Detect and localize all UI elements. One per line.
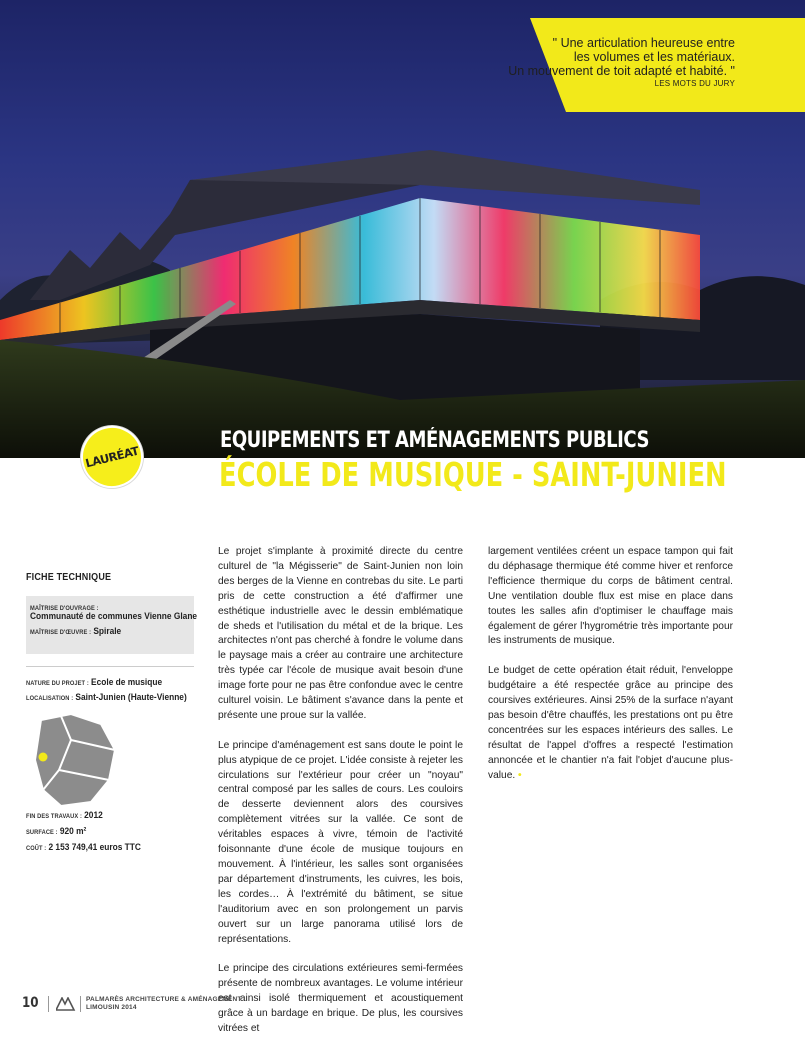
category-title: EQUIPEMENTS ET AMÉNAGEMENTS PUBLICS xyxy=(220,428,649,453)
paragraph: largement ventilées créent un espace tampon qui fait du déphasage thermique été comme hiver et renforce l'efficience thermique du corps de bâtiment central. Une ventilation double flux est mise en place dans toutes les salles afin d'optimiser le chauffage mais également de gérer l'hygrométrie très importante pour les instruments de musique. xyxy=(488,546,733,647)
laureat-label: LAURÉAT xyxy=(83,443,141,471)
palmares-logo-icon xyxy=(56,997,76,1011)
maitrise-box xyxy=(26,596,198,654)
footer-line-2: LIMOUSIN 2014 xyxy=(86,1004,137,1011)
fin-row xyxy=(26,810,103,821)
building-photo xyxy=(0,0,805,458)
body-column-2 xyxy=(488,545,733,798)
nature-label: NATURE DU PROJET : xyxy=(26,680,89,687)
footer-publication xyxy=(86,996,242,1012)
quote-source: LES MOTS DU JURY xyxy=(654,79,735,88)
body-column-1 xyxy=(218,545,463,1052)
maitrise-ouvrage-value: Communauté de communes Vienne Glane xyxy=(30,611,198,622)
nature-value: Ecole de musique xyxy=(91,677,163,688)
jury-quote xyxy=(495,36,735,89)
project-title: ÉCOLE DE MUSIQUE - SAINT-JUNIEN xyxy=(219,455,727,494)
cout-row xyxy=(26,842,141,853)
cout-label: COÛT : xyxy=(26,845,47,852)
maitrise-oeuvre-value: Spirale xyxy=(93,626,122,637)
quote-line: " Une articulation heureuse entre xyxy=(552,36,735,50)
surface-label: SURFACE : xyxy=(26,829,58,836)
footer-divider xyxy=(48,996,49,1012)
paragraph-text: Le budget de cette opération était réduit, l'enveloppe budgétaire a été respectée grâce au principe des coursives extérieures. Ainsi 25% de la surface n'ayant pas besoin d'être chauffés, les prestations ont pu être concentrées sur les espaces intérieurs des salles. Le résultat de l'appel d'offres a respecté l'estimation annoncée et le chantier n'a fait l'objet d'aucune plus-value. xyxy=(488,665,733,781)
location-marker-icon xyxy=(39,753,48,762)
page-footer xyxy=(22,994,422,1016)
limousin-map-icon xyxy=(31,710,121,810)
cout-value: 2 153 749,41 euros TTC xyxy=(48,842,141,853)
quote-line: les volumes et les matériaux. xyxy=(573,50,735,64)
paragraph-last xyxy=(488,664,733,783)
maitrise-ouvrage-label: MAÎTRISE D'OUVRAGE : xyxy=(30,605,99,612)
footer-line-1: PALMARÈS ARCHITECTURE & AMÉNAGEMENT xyxy=(86,996,242,1003)
maitrise-oeuvre-row xyxy=(30,626,121,637)
localisation-row xyxy=(26,692,187,703)
end-mark-icon: • xyxy=(518,769,522,781)
paragraph: Le principe d'aménagement est sans doute le point le plus atypique de ce projet. L'idée consiste à rejeter les circulations sur l'extérieur pour créer un "noyau" central composé par les salles de cours. Les couloirs de desserte deviennent alors des coursives complètement vitrées sur la vallée. Ce sont de véritables espaces à vivre, témoin de l'activité foisonnante d'une école de musique toujours en mouvement. À l'intérieur, les salles sont organisées par département d'instruments, les cuivres, les bois, les cordes… À l'extrémité du bâtiment, se situe l'auditorium avec en son prolongement un parvis ouvert sur un large panorama utilisé lors de représentations. xyxy=(218,739,463,945)
surface-value: 920 m² xyxy=(59,826,87,837)
fiche-technique xyxy=(26,572,198,853)
quote-line: Un mouvement de toit adapté et habité. " xyxy=(508,64,735,78)
paragraph: Le principe des circulations extérieures semi-fermées présente de nombreux avantages. Le volume intérieur est ainsi isolé thermiquement et acoustiquement grâce à un bardage en brique. De plus, les coursives vitrées et xyxy=(218,963,463,1034)
localisation-label: LOCALISATION : xyxy=(26,695,74,702)
surface-row xyxy=(26,826,86,837)
maitrise-oeuvre-label: MAÎTRISE D'ŒUVRE : xyxy=(30,629,92,636)
fin-value: 2012 xyxy=(84,810,103,821)
paragraph: Le projet s'implante à proximité directe du centre culturel de "la Mégisserie" de Saint-Junien non loin des berges de la Vienne en contrebas du site. Le parti pris de cette construction a été d'affirmer une esthétique industrielle avec le dessin emblématique de sheds et l'utilisation du métal et de la brique. Les architectes n'ont pas cherché à fondre le volume dans le paysage mais a créer au contraire une architecture très typée car l'école de musique avait besoin d'une image forte pour ne pas être confondue avec le centre culturel voisin. Le bâtiment s'avance dans la pente et présente une proue sur la vallée. xyxy=(218,546,463,721)
nature-row xyxy=(26,677,162,688)
footer-divider xyxy=(80,996,81,1012)
fin-label: FIN DES TRAVAUX : xyxy=(26,813,82,820)
divider xyxy=(26,666,194,667)
page-number: 10 xyxy=(22,995,39,1011)
maitrise-ouvrage-value-row xyxy=(30,611,197,622)
localisation-value: Saint-Junien (Haute-Vienne) xyxy=(75,692,187,703)
fiche-title: FICHE TECHNIQUE xyxy=(26,572,112,583)
